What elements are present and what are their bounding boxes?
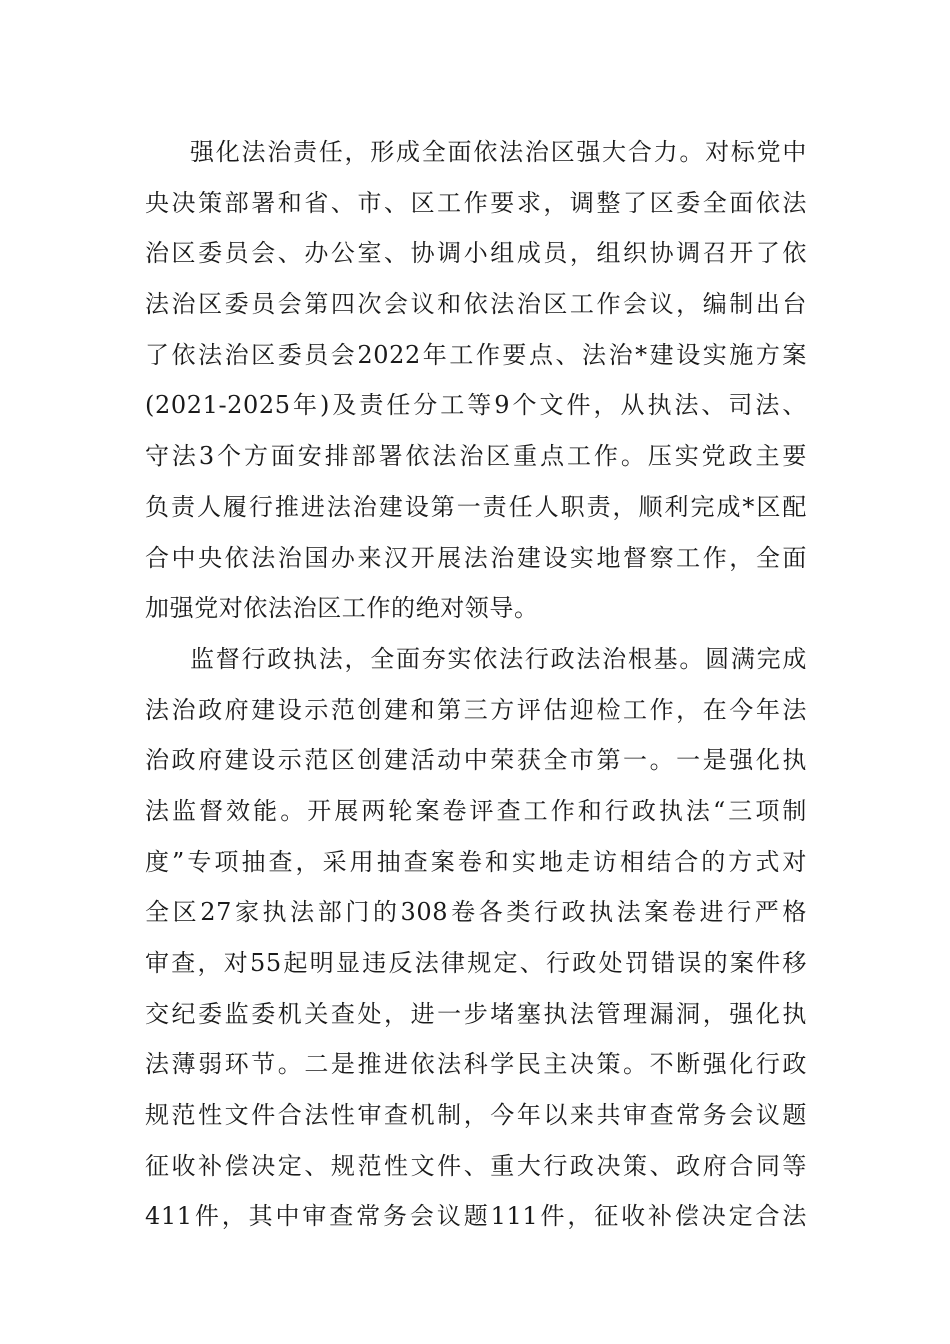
paragraph-2-line-2: 法治政府建设示范创建和第三方评估迎检工作，在今年法 bbox=[145, 695, 807, 724]
paragraph-2-line-9: 法薄弱环节。二是推进依法科学民主决策。不断强化行政 bbox=[145, 1050, 807, 1079]
paragraph-2-line-12: 411件，其中审查常务会议题111件，征收补偿决定合法 bbox=[145, 1202, 807, 1231]
paragraph-2-line-6: 全区27家执法部门的308卷各类行政执法案卷进行严格 bbox=[145, 898, 807, 927]
paragraph-2-line-4: 法监督效能。开展两轮案卷评查工作和行政执法“三项制 bbox=[145, 796, 807, 825]
paragraph-1-line-8: 负责人履行推进法治建设第一责任人职责，顺利完成*区配 bbox=[145, 492, 807, 521]
paragraph-2-line-10: 规范性文件合法性审查机制，今年以来共审查常务会议题 bbox=[145, 1101, 807, 1130]
paragraph-1-line-6: (2021-2025年)及责任分工等9个文件，从执法、司法、 bbox=[145, 391, 807, 420]
paragraph-1-line-5: 了依法治区委员会2022年工作要点、法治*建设实施方案 bbox=[145, 340, 807, 369]
paragraph-1-line-3: 治区委员会、办公室、协调小组成员，组织协调召开了依 bbox=[145, 239, 807, 268]
paragraph-1-line-9: 合中央依法治国办来汉开展法治建设实地督察工作，全面 bbox=[145, 543, 807, 572]
paragraph-2-line-7: 审查，对55起明显违反法律规定、行政处罚错误的案件移 bbox=[145, 949, 807, 977]
paragraph-1-line-10: 加强党对依法治区工作的绝对领导。 bbox=[145, 594, 539, 623]
document-body bbox=[145, 127, 807, 1242]
paragraph-1-line-7: 守法3个方面安排部署依法治区重点工作。压实党政主要 bbox=[145, 442, 807, 471]
paragraph-1-line-1: 强化法治责任，形成全面依法治区强大合力。对标党中 bbox=[190, 138, 807, 166]
paragraph-1-line-2: 央决策部署和省、市、区工作要求，调整了区委全面依法 bbox=[145, 188, 807, 217]
paragraph-2-line-3: 治政府建设示范区创建活动中荣获全市第一。一是强化执 bbox=[145, 746, 807, 775]
paragraph-2-line-5: 度”专项抽查，采用抽查案卷和实地走访相结合的方式对 bbox=[145, 847, 807, 876]
paragraph-2-line-8: 交纪委监委机关查处，进一步堵塞执法管理漏洞，强化执 bbox=[145, 999, 807, 1028]
paragraph-2-line-11: 征收补偿决定、规范性文件、重大行政决策、政府合同等 bbox=[145, 1151, 807, 1180]
paragraph-1-line-4: 法治区委员会第四次会议和依法治区工作会议，编制出台 bbox=[145, 290, 807, 319]
paragraph-2-line-1: 监督行政执法，全面夯实依法行政法治根基。圆满完成 bbox=[190, 644, 807, 673]
